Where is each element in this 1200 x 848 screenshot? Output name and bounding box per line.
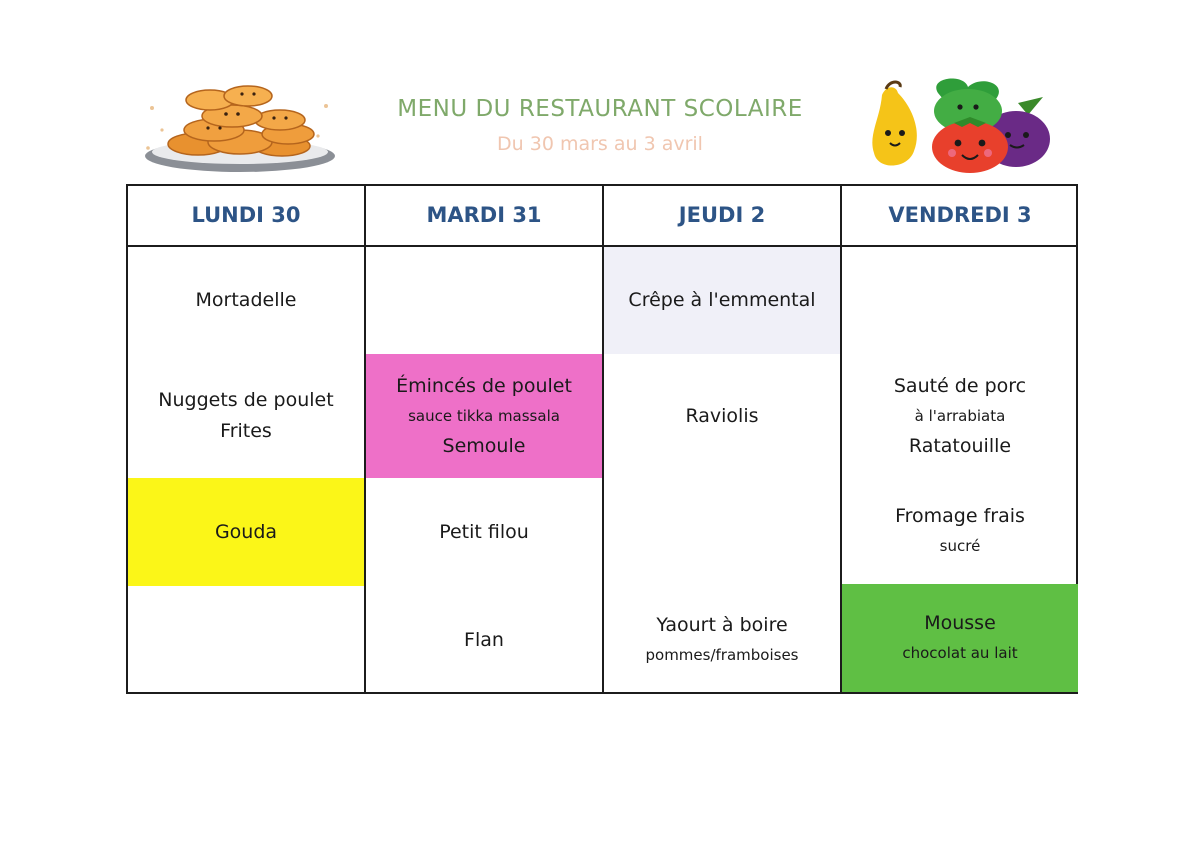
friday-main (842, 354, 1078, 478)
friday-dessert (842, 584, 1078, 692)
dish-name: Mousse (924, 612, 996, 634)
dish-name: Flan (464, 628, 504, 651)
dish-name: Raviolis (685, 404, 759, 427)
day-header-thursday: JEUDI 2 (678, 203, 766, 227)
tuesday-main (366, 354, 602, 478)
friday-dairy (842, 478, 1078, 584)
monday-cheese (128, 478, 364, 586)
dish-name: Fromage frais (895, 505, 1025, 527)
thursday-main (604, 354, 840, 478)
day-header-tuesday: MARDI 31 (426, 203, 542, 227)
dish-detail: sucré (939, 537, 981, 555)
thursday-dessert (604, 586, 840, 694)
dish-detail: sauce tikka massala (408, 406, 560, 425)
tuesday-dessert (366, 586, 602, 694)
monday-starter (128, 247, 364, 354)
dish-name: Nuggets de poulet (158, 389, 334, 411)
thursday-starter (604, 247, 840, 354)
nuggets-plate-illustration (140, 78, 340, 182)
dish-detail: chocolat au lait (902, 644, 1018, 662)
tuesday-dairy (366, 478, 602, 586)
weekly-menu-table (126, 184, 1078, 694)
monday-main (128, 354, 364, 478)
dish-name: Gouda (214, 520, 278, 543)
date-range-subtitle: Du 30 mars au 3 avril (497, 133, 703, 155)
dish-name: Émincés de poulet (396, 374, 572, 397)
side-dish: Semoule (442, 434, 526, 457)
smiling-vegetables-illustration (868, 75, 1058, 175)
page-title: MENU DU RESTAURANT SCOLAIRE (397, 96, 803, 122)
dish-name: Sauté de porc (893, 374, 1027, 397)
dish-name: Yaourt à boire (656, 614, 788, 636)
dish-detail: pommes/framboises (645, 646, 799, 664)
dish-name: Petit filou (439, 520, 529, 543)
dish-detail: à l'arrabiata (914, 406, 1006, 425)
day-header-monday: LUNDI 30 (191, 203, 301, 227)
dish-name: Crêpe à l'emmental (628, 289, 816, 311)
side-dish: Frites (220, 420, 272, 442)
day-header-friday: VENDREDI 3 (888, 203, 1032, 227)
dish-name: Mortadelle (195, 289, 297, 311)
side-dish: Ratatouille (908, 434, 1012, 457)
